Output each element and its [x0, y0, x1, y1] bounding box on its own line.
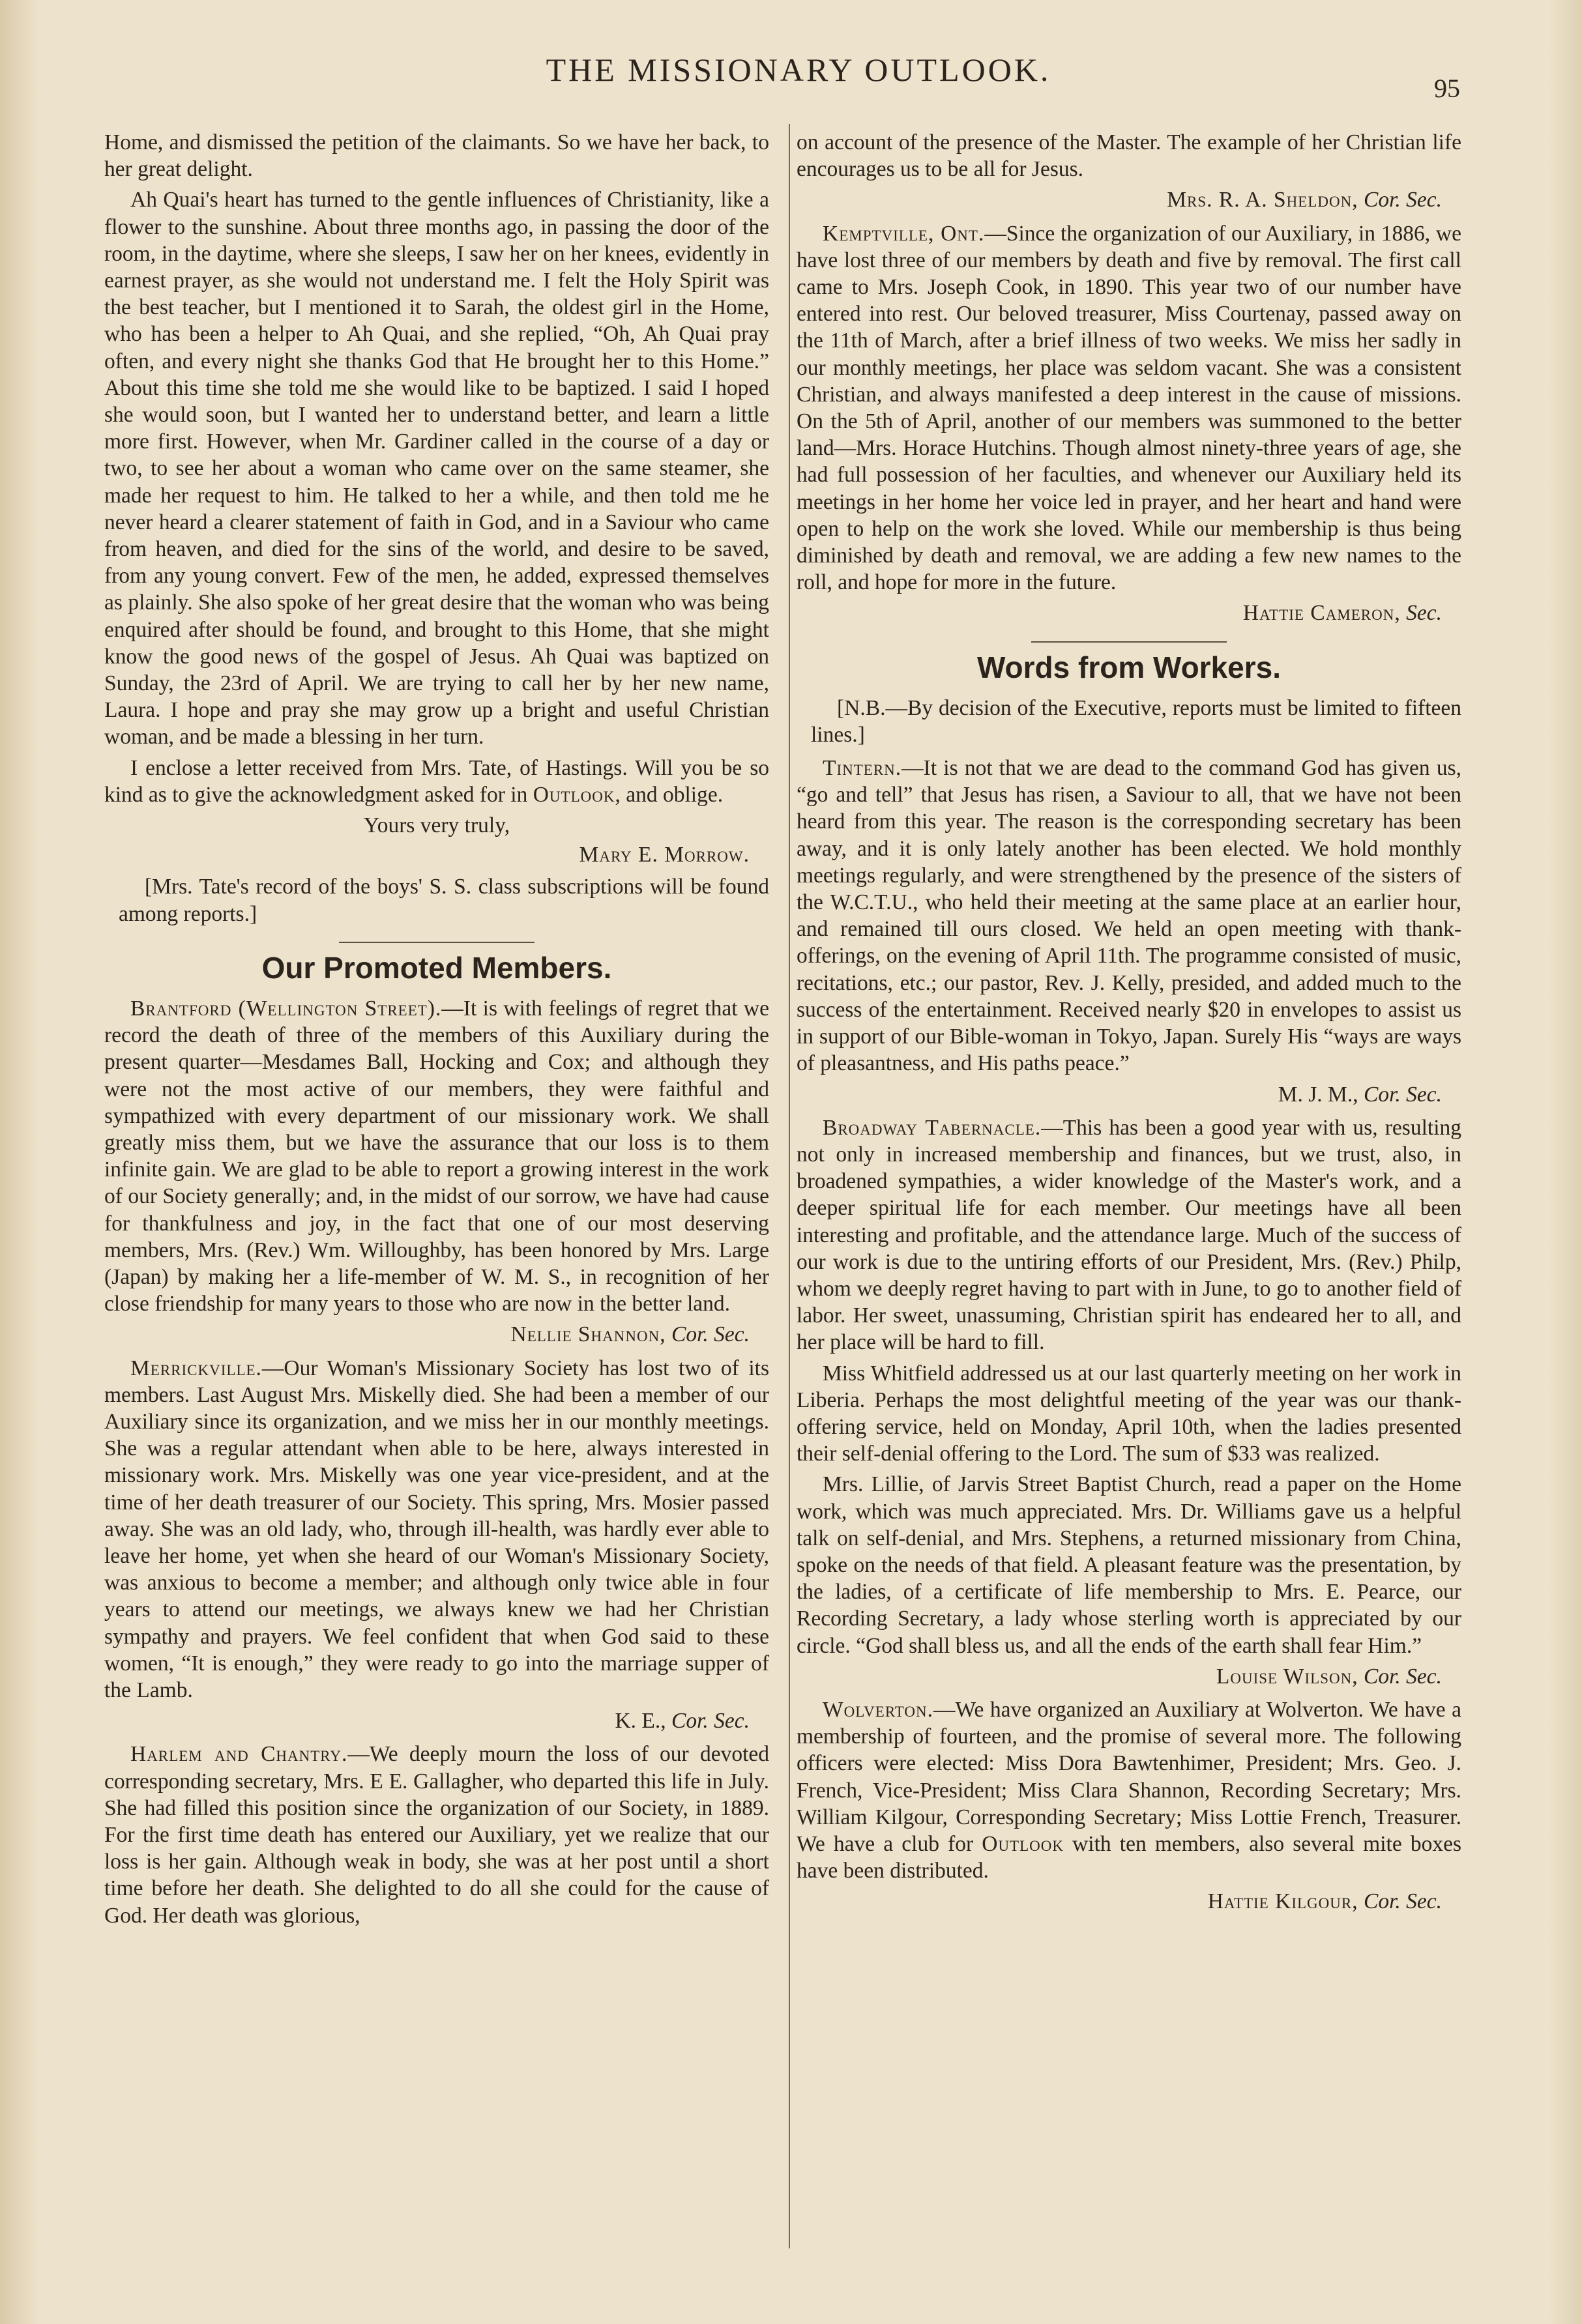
report-place-name: Kemptville, Ont.: [823, 221, 985, 246]
signature-role: Cor. Sec.: [1363, 1889, 1442, 1914]
report-tintern: [797, 755, 1461, 1077]
report-place-name: Harlem and Chantry.: [130, 1742, 348, 1767]
section-rule: [1031, 641, 1227, 643]
report-harlem-chantry: [104, 1741, 769, 1928]
section-heading-words-from-workers: Words from Workers.: [976, 650, 1282, 684]
report-signature: [797, 1888, 1461, 1915]
report-harlem-continued: on account of the presence of the Master. The example of her Christian life encourages us to be all for Jesus.: [797, 130, 1461, 182]
signature-name: Hattie Cameron,: [1242, 601, 1401, 626]
letter-closing: Yours very truly,: [363, 813, 510, 838]
signature-name: Nellie Shannon,: [510, 1322, 666, 1347]
report-signature: [797, 600, 1461, 626]
paragraph-enclose-text: I enclose a letter received from Mrs. Tate, of Hastings. Will you be so kind as to give the acknowledgment asked for in: [104, 755, 769, 807]
report-place-name: Tintern.: [823, 756, 902, 781]
report-signature: [797, 1081, 1461, 1108]
page-number: 95: [1434, 74, 1460, 103]
right-column: [797, 129, 1461, 1918]
signature-name: M. J. M.,: [1278, 1082, 1358, 1107]
report-place-name: Wolverton.: [823, 1697, 934, 1722]
paragraph-ah-quai: Ah Quai's heart has turned to the gentle influences of Christianity, like a flower to the sunshine. About three months ago, in passing the door of the room, in the daytime, where she sleeps, I saw her on her knees, evidently in earnest prayer, as she would not understand me. I felt the Holy Spirit was the best teacher, but I mentioned it to Sarah, the oldest girl in the Home, who has been a helper to Ah Quai, and she replied, “Oh, Ah Quai pray often, and every night she thanks God that He brought her to this Home.” About this time she told me she would like to be baptized. I said I hoped she would soon, but I wanted her to understand better, and learn a little more first. However, when Mr. Gardiner called in the course of a day or two, to see her about a woman who came over on the same steamer, she made her request to him. He talked to her a while, and then told me he never heard a clearer statement of faith in God, and in a Saviour who came from heaven, and died for the sins of the world, and desire to be saved, from any young convert. Few of the men, he added, expressed themselves as plainly. She also spoke of her great desire that the woman who was being enquired after should be found, and brought to this Home, that she might know the good news of the gospel of Jesus. Ah Quai was baptized on Sunday, the 23rd of April. We are trying to call her by her new name, Laura. I hope and pray she may grow up a bright and useful Christian woman, and be made a blessing in her turn.: [104, 188, 769, 749]
report-wolverton: [797, 1696, 1461, 1884]
report-signature: [797, 1663, 1461, 1690]
report-text: —This has been a good year with us, resulting not only in increased membership and finances, but we trust, also, in broadened sympathies, a wider knowledge of the Master's work, and a deeper spiritual life for each member. Our meetings have all been interesting and profitable, and the attendance large. Much of the success of our work is due to the untiring efforts of our President, Mrs. (Rev.) Philp, whom we deeply regret having to part with in June, to go to another field of labor. Her sweet, unassuming, Christian spirit has endeared her to all, and her place will be hard to fill.: [797, 1115, 1462, 1355]
column-divider: [789, 124, 790, 2248]
signature-role: Cor. Sec.: [1363, 1082, 1442, 1107]
signature-role: Sec.: [1406, 601, 1442, 626]
signature-name: K. E.,: [615, 1709, 666, 1734]
report-broadway-tabernacle: [797, 1114, 1461, 1356]
paragraph-home-return: Home, and dismissed the petition of the claimants. So we have her back, to her great delight.: [104, 130, 769, 182]
page-edge-shadow-left: [0, 0, 39, 2324]
signature-name: Mary E. Morrow.: [579, 843, 750, 867]
paragraph-enclose-end: , and oblige.: [615, 782, 724, 807]
journal-title: THE MISSIONARY OUTLOOK.: [546, 51, 1051, 88]
signature-role: Cor. Sec.: [671, 1709, 750, 1734]
report-signature: [797, 186, 1461, 213]
left-column: [104, 129, 769, 1933]
report-text-end: with ten members, also several mite boxes have been distributed.: [797, 1831, 1461, 1883]
report-text: —It is not that we are dead to the command God has given us, “go and tell” that Jesus has risen, a Saviour to all, that we have not been heard from this year. The reason is the corresponding secretary has been away, and it is only lately another has been elected. We hold monthly meetings regularly, and were strengthened by the presence of the sisters of the W.C.T.U., who held their meeting at the same place at an earlier hour, and remained till ours closed. We held an open meeting with thank-offerings, on the evening of April 11th. The programme consisted of music, recitations, etc.; our pastor, Rev. J. Kelly, presided, and added much to the success of the entertainment. Received nearly $20 in envelopes to assist us in support of our Bible-woman in Tokyo, Japan. Surely His “ways are ways of pleasantness, and His paths peace.”: [797, 756, 1461, 1076]
editor-note-limit: [N.B.—By decision of the Executive, reports must be limited to fifteen lines.]: [811, 695, 1461, 747]
paragraph-enclose-letter: [104, 755, 769, 808]
outlook-reference: Outlook: [982, 1831, 1064, 1856]
report-text: —Our Woman's Missionary Society has lost two of its members. Last August Mrs. Miskelly died. She had been a member of our Auxiliary since its organization, and we miss her in our monthly meetings. She was a regular attendant when able to be here, always interested in missionary work. Mrs. Miskelly was one year vice-president, and at the time of her death treasurer of our Society. This spring, Mrs. Mosier passed away. She was an old lady, who, through ill-health, was hardly ever able to leave her home, yet when she heard of our Woman's Missionary Society, was anxious to become a member; and although only twice able in four years to attend our meetings, we always knew we had her Christian sympathy and prayers. We feel confident that when God said to these women, “It is enough,” they were ready to go into the marriage supper of the Lamb.: [104, 1356, 769, 1702]
report-text: —It is with feelings of regret that we record the death of three of the members of this Auxiliary during the present quarter—Mesdames Ball, Hocking and Cox; and although they were not the most active of our members, they were faithful and sympathized with every department of our missionary work. We shall greatly miss them, but we have the assurance that our loss is to them infinite gain. We are glad to be able to report a growing interest in the work of our Society generally; and, in the midst of our sorrow, we have had cause for thankfulness and joy, in the fact that one of our most deserving members, Mrs. (Rev.) Wm. Willoughby, has been honored by Mrs. Large (Japan) by making her a life-member of W. M. S., in recognition of her close friendship for many years to those who are now in the better land.: [104, 996, 769, 1316]
report-text: —Since the organization of our Auxiliary, in 1886, we have lost three of our members by death and five by removal. The first call came to Mrs. Joseph Cook, in 1890. This year two of our number have entered into rest. Our beloved treasurer, Miss Courtenay, passed away on the 11th of March, after a brief illness of two weeks. We miss her sadly in our monthly meetings, her place was seldom vacant. She was a consistent Christian, and always manifested a deep interest in the cause of missions. On the 5th of April, another of our members was summoned to the better land—Mrs. Horace Hutchins. Though almost ninety-three years of age, she had full possession of her faculties, and whenever our Auxiliary held its meetings in her home her voice led in prayer, and her heart and hand were open to help on the work she loved. While our membership is thus being diminished by death and removal, we are adding a few new names to the roll, and hope for more in the future.: [797, 221, 1461, 595]
page-edge-shadow-right: [1549, 0, 1582, 2324]
report-place-name: Merrickville.: [130, 1356, 262, 1380]
report-broadway-paragraph-3: Mrs. Lillie, of Jarvis Street Baptist Church, read a paper on the Home work, which was much appreciated. Mrs. Dr. Williams gave us a helpful talk on self-denial, and Mrs. Stephens, a returned missionary from China, spoke on the needs of that field. A pleasant feature was the presentation, by the ladies, of a certificate of life membership to Mrs. E. Pearce, our Recording Secretary, a lady whose sterling worth is appreciated by our circle. “God shall bless us, and all the ends of the earth shall fear Him.”: [797, 1472, 1461, 1658]
signature-name: Mrs. R. A. Sheldon,: [1167, 188, 1358, 212]
section-heading-promoted-members: Our Promoted Members.: [261, 950, 612, 985]
report-place-name: Broadway Tabernacle.: [823, 1115, 1042, 1140]
report-text: —We have organized an Auxiliary at Wolverton. We have a membership of fourteen, and the promise of several more. The following officers were elected: Miss Dora Bawtenhimer, President; Mrs. Geo. J. French, Vice-President; Miss Clara Shannon, Recording Secretary; Mrs. William Kilgour, Corresponding Secretary; Miss Lottie French, Treasurer. We have a club for: [797, 1697, 1461, 1856]
report-signature: [104, 1321, 769, 1348]
report-kemptville: [797, 220, 1461, 596]
report-signature: [104, 1707, 769, 1734]
page-header: [98, 51, 1499, 103]
signature-role: Cor. Sec.: [1363, 1664, 1442, 1689]
report-place-name: Brantford (Wellington Street).: [130, 996, 442, 1021]
report-brantford: [104, 995, 769, 1317]
report-merrickville: [104, 1355, 769, 1704]
report-broadway-paragraph-2: Miss Whitfield addressed us at our last quarterly meeting on her work in Liberia. Perhaps the most delightful meeting of the year was our thank-offering service, held on Monday, April 10th, when the ladies presented their self-denial offering to the Lord. The sum of $33 was realized.: [797, 1361, 1461, 1466]
outlook-reference: Outlook: [533, 782, 615, 807]
signature-name: Hattie Kilgour,: [1207, 1889, 1358, 1914]
signature-role: Cor. Sec.: [671, 1322, 750, 1347]
section-rule: [339, 942, 535, 943]
report-text: —We deeply mourn the loss of our devoted corresponding secretary, Mrs. E E. Gallagher, who departed this life in July. She had filled this position since the organization of our Society, in 1889. For the first time death has entered our Auxiliary, yet we realize that our loss is her gain. Although weak in body, she was at her post until a short time before her death. She delighted to do all she could for the cause of God. Her death was glorious,: [104, 1742, 769, 1928]
signature-name: Louise Wilson,: [1216, 1664, 1358, 1689]
letter-signature: [104, 841, 769, 868]
editor-note-tate: [Mrs. Tate's record of the boys' S. S. class subscriptions will be found among reports.]: [119, 875, 769, 926]
signature-role: Cor. Sec.: [1363, 188, 1442, 212]
